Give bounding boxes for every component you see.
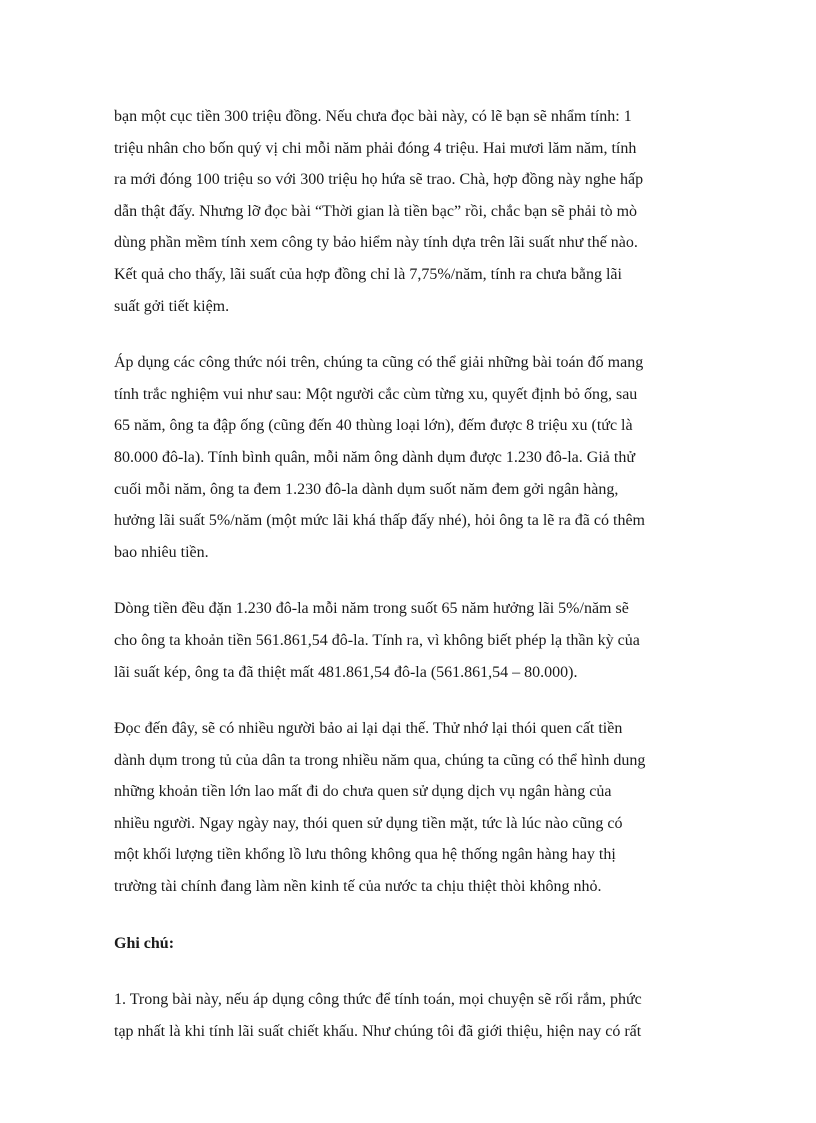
text-line: 80.000 đô-la). Tính bình quân, mỗi năm ông dành dụm được 1.230 đô-la. Giả thử	[114, 448, 635, 466]
document-body	[114, 101, 704, 1047]
text-line: lãi suất kép, ông ta đã thiệt mất 481.861,54 đô-la (561.861,54 – 80.000).	[114, 663, 578, 681]
text-line: dùng phần mềm tính xem công ty bảo hiểm này tính dựa trên lãi suất như thế nào.	[114, 234, 638, 252]
text-line: triệu nhân cho bốn quý vị chi mỗi năm phải đóng 4 triệu. Hai mươi lăm năm, tính	[114, 139, 637, 157]
text-line: cho ông ta khoản tiền 561.861,54 đô-la. Tính ra, vì không biết phép lạ thần kỳ của	[114, 631, 640, 649]
text-line: một khối lượng tiền khổng lồ lưu thông không qua hệ thống ngân hàng hay thị	[114, 846, 616, 864]
paragraph-cash-flow	[114, 593, 704, 688]
text-line: tạp nhất là khi tính lãi suất chiết khấu. Như chúng tôi đã giới thiệu, hiện nay có rất	[114, 1022, 642, 1040]
text-line: trường tài chính đang làm nền kinh tế của nước ta chịu thiệt thòi không nhỏ.	[114, 878, 602, 896]
text-line: Kết quả cho thấy, lãi suất của hợp đồng chỉ là 7,75%/năm, tính ra chưa bằng lãi	[114, 265, 622, 283]
paragraph-cash-habit	[114, 713, 704, 903]
text-line: dẫn thật đấy. Nhưng lỡ đọc bài “Thời gian là tiền bạc” rồi, chắc bạn sẽ phải tò mò	[114, 202, 638, 220]
text-line: những khoản tiền lớn lao mất đi do chưa quen sử dụng dịch vụ ngân hàng của	[114, 783, 612, 801]
notes-heading	[114, 928, 704, 960]
paragraph-insurance	[114, 101, 704, 322]
text-line: bao nhiêu tiền.	[114, 543, 209, 561]
heading-text: Ghi chú:	[114, 934, 175, 952]
text-line: 65 năm, ông ta đập ống (cũng đến 40 thùng loại lớn), đếm được 8 triệu xu (tức là	[114, 417, 633, 435]
text-line: ra mới đóng 100 triệu so với 300 triệu họ hứa sẽ trao. Chà, hợp đồng này nghe hấp	[114, 171, 644, 189]
text-line: dành dụm trong tủ của dân ta trong nhiều năm qua, chúng ta cũng có thể hình dung	[114, 751, 646, 769]
paragraph-piggy-bank	[114, 347, 704, 568]
text-line: tính trắc nghiệm vui như sau: Một người cắc cùm từng xu, quyết định bỏ ống, sau	[114, 385, 638, 403]
text-line: Đọc đến đây, sẽ có nhiều người bảo ai lại dại thế. Thử nhớ lại thói quen cất tiền	[114, 720, 623, 738]
text-line: Dòng tiền đều đặn 1.230 đô-la mỗi năm trong suốt 65 năm hưởng lãi 5%/năm sẽ	[114, 600, 629, 618]
text-line: suất gởi tiết kiệm.	[114, 297, 230, 315]
note-item-1	[114, 984, 704, 1047]
text-line: 1. Trong bài này, nếu áp dụng công thức để tính toán, mọi chuyện sẽ rối rắm, phức	[114, 991, 642, 1009]
text-line: cuối mỗi năm, ông ta đem 1.230 đô-la dành dụm suốt năm đem gởi ngân hàng,	[114, 480, 619, 498]
text-line: nhiều người. Ngay ngày nay, thói quen sử dụng tiền mặt, tức là lúc nào cũng có	[114, 814, 623, 832]
text-line: Áp dụng các công thức nói trên, chúng ta cũng có thể giải những bài toán đố mang	[114, 354, 644, 372]
text-line: hưởng lãi suất 5%/năm (một mức lãi khá thấp đấy nhé), hỏi ông ta lẽ ra đã có thêm	[114, 512, 645, 530]
text-line: bạn một cục tiền 300 triệu đồng. Nếu chưa đọc bài này, có lẽ bạn sẽ nhẩm tính: 1	[114, 108, 632, 125]
